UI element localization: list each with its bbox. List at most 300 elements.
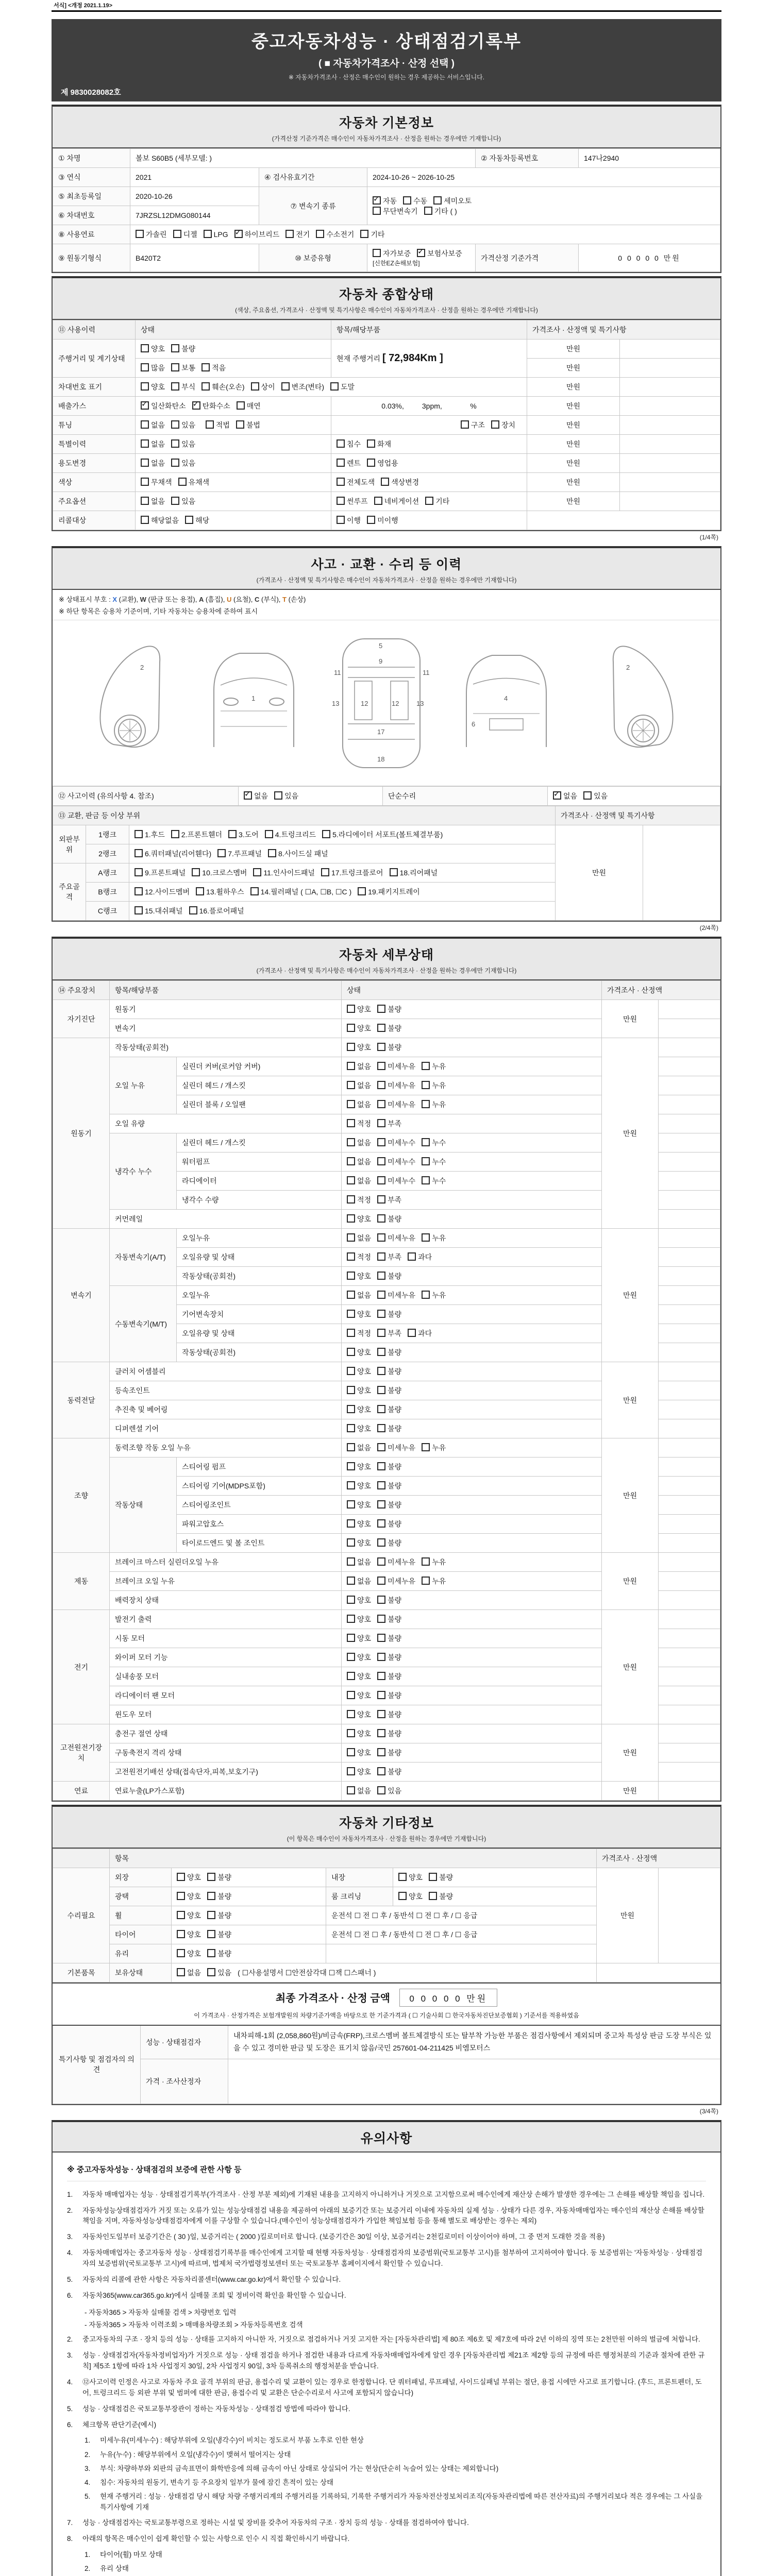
field-label: ⑧ 사용연료 <box>53 225 130 244</box>
checkbox <box>373 196 381 205</box>
checkbox <box>250 887 259 895</box>
checkbox-option: 양호 <box>347 1004 371 1014</box>
group-label: 주요골격 <box>53 863 86 921</box>
checkbox-option: 없음 <box>177 1968 201 1978</box>
checkbox <box>206 420 214 429</box>
svg-text:11: 11 <box>423 669 430 676</box>
group-label: 자기진단 <box>53 1000 110 1038</box>
note-cell <box>658 1267 720 1286</box>
checkbox <box>347 1767 355 1775</box>
checkbox-option: 없음 <box>347 1099 371 1110</box>
checkbox-option: 변조(변타) <box>281 382 324 392</box>
note-cell <box>658 1343 720 1362</box>
item-label: 실린더 헤드 / 개스킷 <box>177 1076 342 1095</box>
checkbox-option: 양호 <box>177 1929 201 1940</box>
sub-group-label: 냉각수 누수 <box>110 1133 177 1210</box>
notice-item: 2. 자동차성능상태점검자가 거짓 또는 오류가 있는 성능상태점검 내용을 제공하여 아래의 보증기간 또는 보증거리 이내에 자동차의 실제 성능 · 상태가 다른 경우, 자동차매매업자는 매수인의 재산상 손해를 배상할 책임을 지며, 자동차성능상태점검자에게 이를 구상할 수 있습니다.(매수인이 성능상태점검자가 가입한 책임보험 등을 통해 별도로 배상받는 경우는 제외) <box>67 2206 704 2225</box>
checkbox <box>377 1233 385 1242</box>
checkbox-option: 불량 <box>377 1519 401 1529</box>
page-subtitle: ( ■ 자동차가격조사 · 산정 선택 ) <box>318 58 455 69</box>
table-row <box>53 187 720 206</box>
accident-flag-table <box>53 786 720 806</box>
svg-text:1: 1 <box>251 694 256 702</box>
checkbox <box>347 1272 355 1280</box>
table-row: 많음 보통 적음 만원 <box>53 359 720 378</box>
section-title: 자동차 기타정보 <box>339 1816 434 1831</box>
checkbox-option: 누유 <box>422 1290 446 1300</box>
status-options <box>342 1705 602 1724</box>
checkbox-option: 과다 <box>408 1252 432 1262</box>
table-row: C랭크 15.대쉬패널 16.플로어패널 <box>53 902 720 921</box>
detail-row <box>53 1438 720 1458</box>
item-label: 윈도우 모터 <box>110 1705 342 1724</box>
checkbox-option: 16.플로어패널 <box>189 906 244 916</box>
checkbox-option: 영업용 <box>367 458 398 468</box>
table-row: 가격 · 조사산정자 <box>53 2059 720 2104</box>
checkbox-option: 누유 <box>422 1557 446 1567</box>
section-title: 유의사항 <box>360 2131 413 2146</box>
checkbox-option: 불량 <box>377 1366 401 1377</box>
notice-subline: - 자동차365 > 자동차 이력조회 > 매매용차량조회 > 자동차등록번호 검색 <box>85 2320 303 2329</box>
checkbox-option: 불량 <box>377 1385 401 1396</box>
note-cell <box>658 1648 720 1667</box>
emission-values: 0.03%, 3ppm, % <box>331 397 527 416</box>
checkbox-option: 보통 <box>171 363 195 373</box>
checkbox <box>141 382 149 391</box>
checkbox-option: 없음 <box>141 420 165 430</box>
checkbox <box>377 1557 385 1566</box>
checkbox-option: 네비게이션 <box>374 496 419 506</box>
basic-info-table <box>53 148 720 272</box>
checkbox <box>422 1443 430 1451</box>
status-options <box>342 1381 602 1400</box>
status-options <box>342 1686 602 1705</box>
checkbox <box>398 1873 407 1881</box>
checkbox <box>347 1195 355 1204</box>
checkbox <box>177 1873 185 1881</box>
checkbox <box>347 1615 355 1623</box>
checkbox-option: 11.인사이드패널 <box>253 868 315 878</box>
field-label: ⑥ 차대번호 <box>53 206 130 225</box>
checkbox-option: 수소전기 <box>316 229 354 240</box>
item-label: 타이로드엔드 및 볼 조인트 <box>177 1534 342 1553</box>
checkbox-option: 누유 <box>422 1233 446 1243</box>
checkbox-option: 많음 <box>141 363 165 373</box>
section-subtitle: (이 항목은 매수인이 자동차가격조사 · 산정을 원하는 경우에만 기재합니다) <box>287 1835 486 1842</box>
checkbox-option: 불량 <box>377 1423 401 1434</box>
table-row <box>53 225 720 244</box>
checkbox-option: 없음 <box>347 1233 371 1243</box>
item-label: 브레이크 마스터 실린더오일 누유 <box>110 1553 342 1572</box>
checkbox-option: 불량 <box>377 1728 401 1739</box>
form-reference: 서식] <개정 2021.1.19> <box>54 3 113 9</box>
table-row <box>53 511 720 530</box>
overall-condition-table <box>53 320 720 530</box>
price-cell: 만원 <box>601 1553 658 1610</box>
checkbox <box>398 1892 407 1900</box>
note-cell <box>658 1762 720 1782</box>
price-cell: 만원 <box>601 1610 658 1724</box>
status-options <box>342 1458 602 1477</box>
checkbox-option: 자가보증 <box>373 248 411 259</box>
reg-number-value: 147나2940 <box>579 149 720 168</box>
checkbox-option: 누유 <box>422 1080 446 1091</box>
section-overall-condition <box>52 276 721 531</box>
checkbox <box>377 1157 385 1165</box>
checkbox <box>377 1500 385 1509</box>
document-page <box>52 0 721 2576</box>
svg-text:13: 13 <box>416 700 424 707</box>
transmission-options <box>367 187 720 225</box>
checkbox <box>177 1930 185 1938</box>
checkbox <box>425 497 433 505</box>
table-row: 차대번호 표기 양호 부식 훼손(오손) 상이 변조(변타) 도말 만원 <box>53 378 720 397</box>
checkbox-option: 없음 <box>347 1443 371 1453</box>
svg-text:11: 11 <box>334 669 341 676</box>
checkbox-option: 전기 <box>285 229 310 240</box>
status-options <box>342 1114 602 1133</box>
checkbox-option: 14.필러패널 ( ☐A, ☐B, ☐C ) <box>250 887 352 897</box>
checkbox-option: 있음 <box>274 791 298 801</box>
checkbox <box>360 230 368 238</box>
status-options <box>342 1400 602 1419</box>
item-label: 등속조인트 <box>110 1381 342 1400</box>
checkbox <box>347 1672 355 1680</box>
checkbox <box>377 1596 385 1604</box>
checkbox <box>377 1348 385 1356</box>
field-label: ② 자동차등록번호 <box>476 149 579 168</box>
note-cell <box>658 1076 720 1095</box>
item-label: 구동축전지 격리 상태 <box>110 1743 342 1762</box>
checkbox <box>417 249 425 257</box>
checkbox-option: 5.라디에이터 서포트(볼트체결부품) <box>322 829 443 840</box>
group-label: 전기 <box>53 1610 110 1724</box>
checkbox-option: LPG <box>204 230 228 239</box>
table-row: 용도변경 없음 있음 렌트 영업용 만원 <box>53 454 720 473</box>
appraiser-opinion-text <box>228 2059 720 2104</box>
checkbox <box>135 868 143 876</box>
checkbox-option: 양호 <box>347 1671 371 1682</box>
note-cell <box>658 1686 720 1705</box>
note-cell <box>658 1591 720 1610</box>
checkbox <box>171 363 179 371</box>
checkbox-option: 6.쿼터패널(리어휀다) <box>135 849 211 859</box>
checkbox <box>377 1195 385 1204</box>
notice-item: 8. 아래의 항목은 매수인이 쉽게 확인할 수 있는 사항으로 인수 시 직접 확인하시기 바랍니다. <box>67 2534 350 2543</box>
checkbox-option: 17.트렁크플로어 <box>321 868 383 878</box>
checkbox-option: 양호 <box>347 1214 371 1224</box>
checkbox <box>347 1424 355 1432</box>
note-cell <box>658 1496 720 1515</box>
svg-text:6: 6 <box>472 720 476 728</box>
status-options <box>342 1267 602 1286</box>
row-label: 배출가스 <box>53 397 136 416</box>
checkbox-option: 불량 <box>207 1929 231 1940</box>
svg-text:18: 18 <box>377 755 385 763</box>
checkbox-option: 양호 <box>347 1462 371 1472</box>
svg-text:12: 12 <box>361 700 368 707</box>
checkbox-option: 색상변경 <box>381 477 419 487</box>
section-subtitle: (가격조사 · 산정액 및 특기사항은 매수인이 자동차가격조사 · 산정을 원하는 경우에만 기재합니다) <box>256 577 517 584</box>
status-options <box>342 1782 602 1801</box>
checkbox <box>268 849 276 857</box>
price-cell: 만원 <box>601 1000 658 1038</box>
notice-item: 3. 성능 · 상태점검자(자동차정비업자)가 거짓으로 성능 · 상태 점검을 하거나 점검한 내용과 다르게 자동차매매업자에게 알린 경우 [자동차관리법 제21조 제2항 등의 규정에 따른 행정처분의 기준과 절차에 관한 규칙] 제5조 1항에 따라 1차 사업정지 30일, 2차 사업정지 90일, 3차 등록취소의 행정처분을 받습니다. <box>67 2351 705 2370</box>
checkbox-option: 수동 <box>403 196 427 206</box>
checkbox <box>377 1786 385 1794</box>
note-cell <box>658 1362 720 1381</box>
table-row: B랭크 12.사이드멤버 13.휠하우스 14.필러패널 ( ☐A, ☐B, ☐C ) 19.패키지트레이 <box>53 883 720 902</box>
section-subtitle: (가격산정 기준가격은 매수인이 자동차가격조사 · 산정을 원하는 경우에만 기재합니다) <box>272 135 501 142</box>
checkbox-option: 미세누유 <box>377 1290 415 1300</box>
checkbox <box>330 382 339 391</box>
checkbox-option: 미세누유 <box>377 1099 415 1110</box>
field-label: 가격산정 기준가격 <box>476 244 579 272</box>
detail-row <box>53 1362 720 1381</box>
item-label: 와이퍼 모터 기능 <box>110 1648 342 1667</box>
item-label: 실내송풍 모터 <box>110 1667 342 1686</box>
checkbox <box>141 478 149 486</box>
checkbox-option: ✓ 없음 <box>553 791 577 801</box>
checkbox-option: 양호 <box>347 1748 371 1758</box>
checkbox <box>377 1043 385 1051</box>
checkbox <box>377 1634 385 1642</box>
inspection-period-value: 2024-10-26 ~ 2026-10-25 <box>367 168 720 187</box>
svg-text:12: 12 <box>392 700 399 707</box>
checkbox-option: 있음 <box>171 420 195 430</box>
checkbox-option: 양호 <box>347 1309 371 1319</box>
item-label: 실린더 커버(로커암 커버) <box>177 1057 342 1076</box>
note-cell <box>658 1057 720 1076</box>
checkbox-option: 기타 <box>360 229 384 240</box>
section-title: 자동차 기본정보 <box>339 116 434 130</box>
price-cell: 만원 <box>601 1229 658 1362</box>
checkbox <box>347 1386 355 1394</box>
checkbox <box>135 830 143 838</box>
checkbox-option: 없음 <box>347 1080 371 1091</box>
checkbox-option: 불량 <box>171 344 195 354</box>
checkbox-option: 불량 <box>429 1891 453 1902</box>
status-options <box>342 1248 602 1267</box>
table-row: 주행거리 및 계기상태 양호 불량 현재 주행거리 [ 72,984Km ] 만원 <box>53 340 720 359</box>
final-price-label: 최종 가격조사 · 산정 금액 <box>275 1993 390 2004</box>
checkbox <box>347 1691 355 1699</box>
checkbox-option: 있음 <box>377 1786 401 1796</box>
note-cell <box>658 1381 720 1400</box>
checkbox-option: 불량 <box>207 1891 231 1902</box>
group-label: 수리필요 <box>53 1868 110 1963</box>
checkbox-option: 불량 <box>377 1538 401 1548</box>
checkbox-option: 12.사이드멤버 <box>135 887 190 897</box>
notice-item: 4. 자동차매매업자는 중고자동차 성능 · 상태점검기록부를 매수인에게 고지할 때 현행 자동차성능 · 상태점검자의 보증범위(국토교통부 고시)를 첨부하여 고지하여야 합니다. 동 보증범위는 '자동차성능 · 상태점검자의 보증범위'(국토교통부 고시)에 따르며, 법제처 국가법령정보센터 또는 국토교통부 홈페이지에서 확인할 수 있습니다. <box>67 2249 703 2268</box>
checkbox <box>433 196 442 205</box>
sub-group-label: 수동변속기(M/T) <box>110 1286 177 1362</box>
table-row: 기본품목 보유상태 없음 있음 ( ☐사용설명서 ☐안전삼각대 ☐잭 ☐스패너 ) <box>53 1963 720 1982</box>
note-cell <box>658 1153 720 1172</box>
item-label: 라디에이터 <box>177 1172 342 1191</box>
checkbox-option: 양호 <box>347 1767 371 1777</box>
checkbox <box>337 459 345 467</box>
row-label: 주행거리 및 계기상태 <box>53 340 136 378</box>
checkbox-option: 없음 <box>347 1176 371 1186</box>
checkbox <box>377 1653 385 1661</box>
checkbox <box>377 1672 385 1680</box>
checkbox <box>204 230 212 238</box>
group-label: 고전원전기장치 <box>53 1724 110 1782</box>
fuel-options <box>130 225 720 244</box>
warranty-insurer: [신한EZ손해보험] <box>373 260 420 267</box>
checkbox-option: 유채색 <box>178 477 210 487</box>
checkbox-option: 없음 <box>141 458 165 468</box>
checkbox-option: 18.리어패널 <box>390 868 438 878</box>
checkbox-option: ✓ 하이브리드 <box>234 229 280 240</box>
checkbox <box>244 791 252 800</box>
legend-code: W (판금 또는 용접), <box>140 596 199 603</box>
parts-table <box>53 806 720 921</box>
checkbox <box>347 1024 355 1032</box>
checkbox-option: 9.프론트패널 <box>135 868 186 878</box>
note-cell <box>658 1133 720 1153</box>
checkbox <box>422 1100 430 1108</box>
status-options <box>342 1419 602 1438</box>
checkbox-option: 기타 ( ) <box>424 206 457 216</box>
row-label: 주요옵션 <box>53 492 136 511</box>
section-basic-info <box>52 105 721 273</box>
table-row: 튜닝 없음 있음 적법 불법 구조 장치 만원 <box>53 416 720 435</box>
checkbox-option: 불량 <box>377 1748 401 1758</box>
etc-info-table <box>53 1849 720 1982</box>
title-bar <box>52 19 721 101</box>
checkbox-option: 렌트 <box>337 458 361 468</box>
item-label: 실린더 블록 / 오일팬 <box>177 1095 342 1114</box>
table-row <box>53 244 720 272</box>
item-label: 오일유량 및 상태 <box>177 1248 342 1267</box>
checkbox-option: 훼손(오손) <box>201 382 244 392</box>
checkbox <box>171 497 179 505</box>
notice-item: 4. ⑫사고이력 인정은 사고로 자동차 주요 골격 부위의 판금, 용접수리 및 교환이 있는 경우로 한정합니다. 단 쿼터패널, 루프패널, 사이드실패널 부위는 절단, 용접 시에만 사고로 표기합니다. (후드, 프론트펜더, 도어, 트렁크리드 등 외판 부위 및 범퍼에 대한 판금, 용접수리 및 교환은 단순수리로서 사고에 포함되지 않습니다) <box>67 2378 702 2397</box>
checkbox <box>553 791 561 800</box>
checkbox-option: 7.루프패널 <box>217 849 262 859</box>
checkbox <box>377 1214 385 1223</box>
checkbox <box>207 1911 215 1919</box>
note-cell <box>658 1019 720 1038</box>
status-options <box>342 1724 602 1743</box>
checkbox-option: 양호 <box>398 1872 423 1883</box>
note-cell <box>658 1477 720 1496</box>
checkbox <box>377 1329 385 1337</box>
table-header-row: ⑪ 사용이력 상태 항목/해당부품 가격조사 · 산정액 및 특기사항 <box>53 320 720 340</box>
checkbox <box>429 1873 437 1881</box>
checkbox <box>377 1443 385 1451</box>
item-label: 작동상태(공회전) <box>177 1343 342 1362</box>
checkbox-option: 적정 <box>347 1195 371 1205</box>
checkbox <box>347 1577 355 1585</box>
checkbox <box>347 1119 355 1127</box>
status-options <box>342 1095 602 1114</box>
checkbox <box>377 1138 385 1146</box>
checkbox <box>207 1892 215 1900</box>
table-row: 주요골격 A랭크 9.프론트패널 10.크로스멤버 11.인사이드패널 17.트렁크플로어 18.리어패널 <box>53 863 720 883</box>
checkbox <box>228 830 237 838</box>
note-cell <box>658 1400 720 1419</box>
checkbox <box>207 1949 215 1957</box>
checkbox-option: 미세누수 <box>377 1176 415 1186</box>
checkbox <box>377 1767 385 1775</box>
item-label: 작동상태(공회전) <box>177 1267 342 1286</box>
item-label: 기어변속장치 <box>177 1305 342 1324</box>
checkbox <box>337 516 345 524</box>
checkbox-option: 없음 <box>347 1290 371 1300</box>
table-row: 배출가스 ✓ 일산화탄소 ✓ 탄화수소 매연 0.03%, 3ppm, % 만원 <box>53 397 720 416</box>
checkbox-option: 침수 <box>337 439 361 449</box>
note-cell <box>658 1095 720 1114</box>
table-row: 색상 무채색 유채색 전체도색 색상변경 만원 <box>53 473 720 492</box>
status-options <box>342 1153 602 1172</box>
checkbox <box>374 497 382 505</box>
checkbox <box>237 401 245 410</box>
checkbox-option: 15.대쉬패널 <box>135 906 183 916</box>
checkbox-option: 양호 <box>347 1023 371 1033</box>
checkbox <box>347 1100 355 1108</box>
group-label: 기본품목 <box>53 1963 110 1982</box>
checkbox <box>347 1043 355 1051</box>
note-cell <box>658 1610 720 1629</box>
checkbox <box>408 1252 416 1261</box>
item-label: 오일 유량 <box>110 1114 342 1133</box>
group-label: 조향 <box>53 1438 110 1553</box>
status-options <box>342 1667 602 1686</box>
status-options <box>342 1000 602 1019</box>
checkbox-option: 양호 <box>347 1728 371 1739</box>
item-label: 고전원전기배선 상태(접속단자,피복,보호기구) <box>110 1762 342 1782</box>
checkbox <box>422 1157 430 1165</box>
checkbox <box>141 401 149 410</box>
group-label: 외판부위 <box>53 825 86 863</box>
checkbox <box>253 868 261 876</box>
checkbox <box>491 420 499 429</box>
group-label: 연료 <box>53 1782 110 1801</box>
checkbox-option: ✓ 일산화탄소 <box>141 401 186 411</box>
checkbox-option: 불량 <box>377 1462 401 1472</box>
checkbox-option: 양호 <box>347 1347 371 1358</box>
field-label: ⑩ 보증유형 <box>259 244 367 272</box>
row-label: 튜닝 <box>53 416 136 435</box>
checkbox-option: 없음 <box>347 1786 371 1796</box>
detail-condition-table <box>53 980 720 1801</box>
notice-subitem: 1. 타이어(휠) 마모 상태 <box>85 2550 162 2558</box>
price-cell: 만원 <box>601 1362 658 1438</box>
checkbox-option: ✓ 탄화수소 <box>192 401 230 411</box>
checkbox <box>177 1892 185 1900</box>
item-label: 작동상태(공회전) <box>110 1038 342 1057</box>
table-row: 광택 양호 불량 룸 크리닝 양호 불량 <box>53 1887 720 1906</box>
checkbox <box>377 1005 385 1013</box>
status-options <box>342 1343 602 1362</box>
checkbox <box>178 478 187 486</box>
table-row <box>53 787 720 806</box>
item-label: 라디에이터 팬 모터 <box>110 1686 342 1705</box>
checkbox <box>377 1729 385 1737</box>
legend-code: A (흠집), <box>198 596 227 603</box>
status-options <box>342 1762 602 1782</box>
item-label: 파워고압호스 <box>177 1515 342 1534</box>
note-cell <box>658 1229 720 1248</box>
status-options <box>342 1362 602 1381</box>
table-header-row: ⑬ 교환, 판금 등 이상 부위 가격조사 · 산정액 및 특기사항 <box>53 806 720 825</box>
checkbox <box>207 1873 215 1881</box>
checkbox-option: 누유 <box>422 1576 446 1586</box>
checkbox-option: 3.도어 <box>228 829 259 840</box>
